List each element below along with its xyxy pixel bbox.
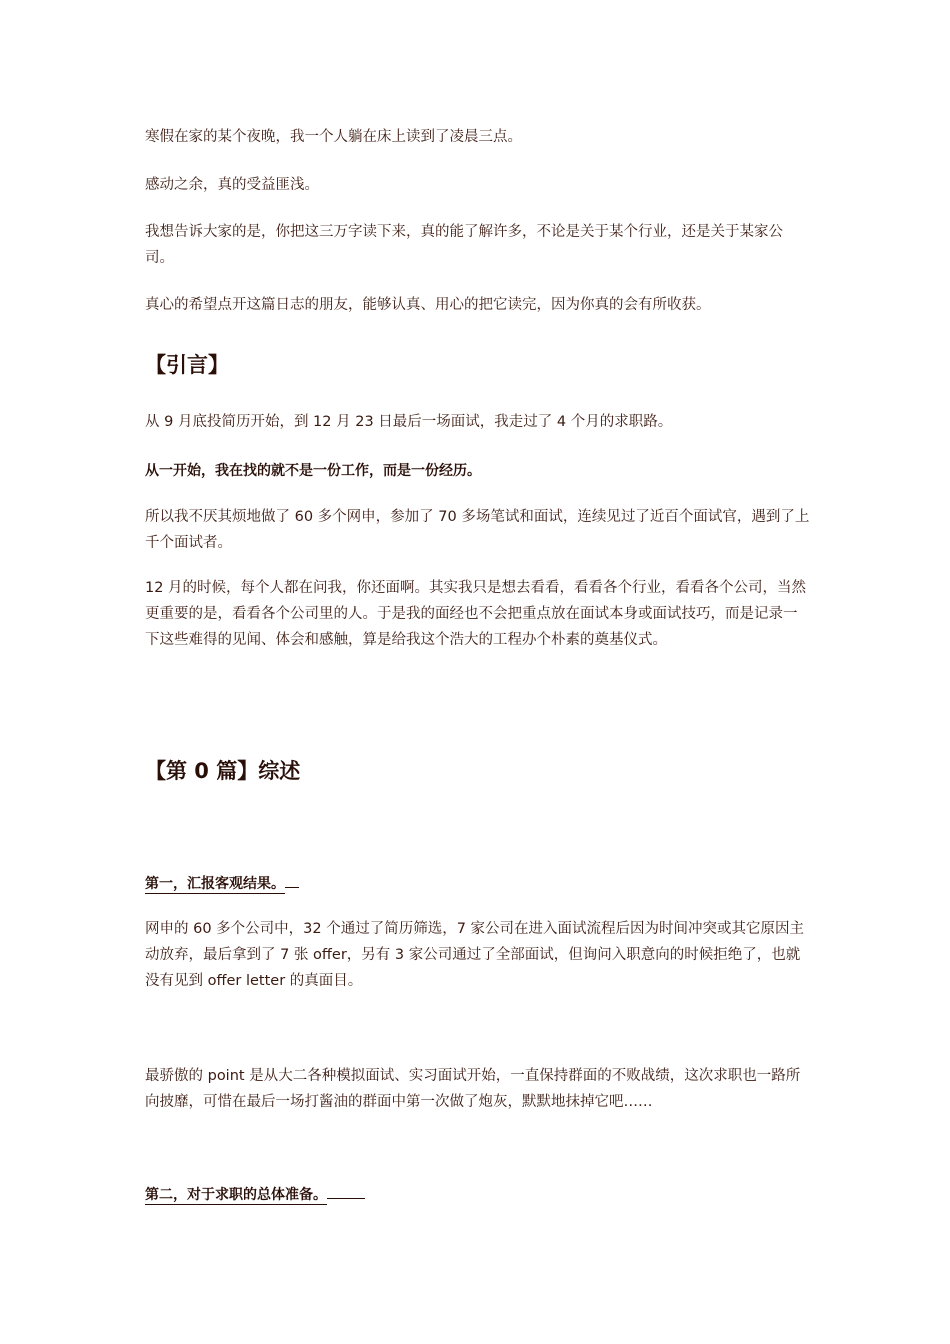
intro-paragraph-2: 感动之余，真的受益匪浅。 [145, 177, 319, 193]
section1-title-underline [285, 886, 299, 888]
intro-paragraph-3: 我想告诉大家的是，你把这三万字读下来，真的能了解许多，不论是关于某个行业，还是关于某家公司。 [145, 224, 783, 266]
section1-title-text: 第一，汇报客观结果。 [145, 876, 285, 892]
preface-paragraph-1: 从 9 月底投简历开始，到 12 月 23 日最后一场面试，我走过了 4 个月的求职路。 [145, 414, 673, 430]
chapter0-heading: 【第 0 篇】综述 [145, 759, 301, 783]
section2-title-text: 第二，对于求职的总体准备。 [145, 1187, 327, 1203]
section2-title-underline [327, 1197, 365, 1199]
section1-paragraph-2: 最骄傲的 point 是从大二各种模拟面试、实习面试开始，一直保持群面的不败战绩，这次求职也一路所向披靡，可惜在最后一场打酱油的群面中第一次做了炮灰，默默地抹掉它吧…… [145, 1068, 801, 1110]
preface-bold-statement: 从一开始，我在找的就不是一份工作，而是一份经历。 [145, 463, 481, 479]
preface-heading: 【引言】 [145, 353, 229, 377]
section2-title [145, 1185, 810, 1205]
intro-paragraph-4: 真心的希望点开这篇日志的朋友，能够认真、用心的把它读完，因为你真的会有所收获。 [145, 297, 711, 313]
intro-paragraph-1: 寒假在家的某个夜晚，我一个人躺在床上读到了凌晨三点。 [145, 129, 522, 145]
preface-paragraph-4: 12 月的时候，每个人都在问我，你还面啊。其实我只是想去看看，看看各个行业，看看各个公司，当然更重要的是，看看各个公司里的人。于是我的面经也不会把重点放在面试本身或面试技巧，而是记录一下这些难得的见闻、体会和感触，算是给我这个浩大的工程办个朴素的奠基仪式。 [145, 580, 807, 648]
section1-paragraph-1: 网申的 60 多个公司中，32 个通过了简历筛选，7 家公司在进入面试流程后因为时间冲突或其它原因主动放弃，最后拿到了 7 张 offer，另有 3 家公司通过了全部面试，但询问入职意向的时候拒绝了，也就没有见到 offer letter 的真面目。 [145, 921, 805, 989]
preface-paragraph-3: 所以我不厌其烦地做了 60 多个网申，参加了 70 多场笔试和面试，连续见过了近百个面试官，遇到了上千个面试者。 [145, 509, 810, 551]
section1-title [145, 874, 810, 894]
